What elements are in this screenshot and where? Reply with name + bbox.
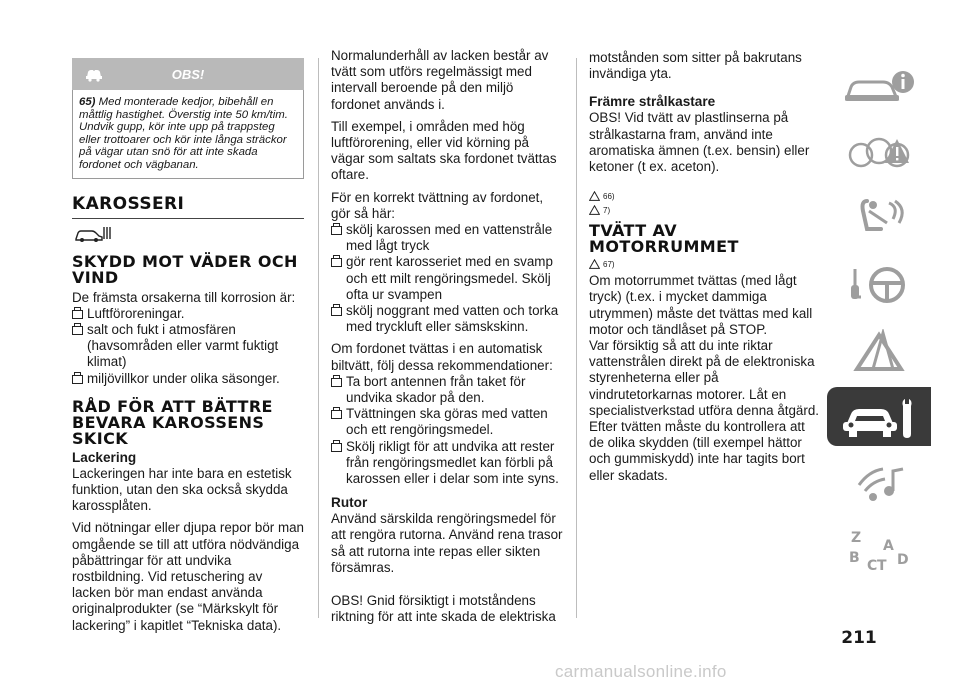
heading-karosseri: KAROSSERI (72, 193, 185, 214)
subheading-rutor: Rutor (331, 495, 368, 511)
paragraph: Använd särskilda rengöringsmedel för att rengöra rutorna. Använd rena trasor så att rutorna inte repas eller sikten försämras. (331, 511, 563, 575)
paragraph: Om motorrummet tvättas (med lågt tryck) (t.ex. i mycket dammiga utrymmen) måste det tvättas med kall motor och tändlåset på STOP. (589, 273, 813, 337)
column-1 (72, 58, 304, 634)
paragraph: Till exempel, i områden med hög luftförorening, eller vid körning på vägar som saltats ska fordonet tvättas oftare. (331, 118, 557, 183)
list-item: skölj karossen med en vattenstråle med lågt tryck (331, 222, 564, 254)
music-nav-icon (839, 461, 919, 505)
alphabet-index-icon (839, 526, 919, 572)
washing-car-icon (72, 225, 304, 248)
paragraph: Normalunderhåll av lacken består av tvätt som utförs regelmässigt med intervall beroende på den miljö fordonet används i. (331, 48, 549, 112)
dashboard-warning-icon (839, 133, 919, 173)
warning-triangle-icon (589, 191, 600, 201)
tab-driving[interactable] (827, 255, 931, 314)
paragraph: OBS! Vid tvätt av plastlinserna på strålkastarna fram, använd inte aromatiska ämnen (t.ex. bensin) eller ketoner (t ex. aceton). (589, 110, 810, 175)
watermark-text: carmanualsonline.info (555, 662, 727, 681)
subheading-front-lights: Främre strålkastare (589, 94, 716, 110)
list-item: miljövillkor under olika säsonger. (72, 371, 304, 387)
index-letter: Z (851, 529, 862, 546)
bullet-icon (72, 375, 83, 384)
car-info-icon (839, 67, 919, 107)
bullet-icon (331, 226, 342, 235)
steering-key-icon (839, 263, 919, 307)
bullet-icon (331, 378, 342, 387)
heading-rad: RÅD FÖR ATT BÄTTRE BEVARA KAROSSENS SKICK (72, 396, 273, 448)
column-2 (331, 48, 564, 626)
car-warning-icon (84, 66, 104, 85)
warning-body (72, 90, 304, 179)
list-item: Skölj rikligt för att undvika att rester från rengöringsmedlet kan förbli på karossen eller i delar som inte syns. (331, 439, 564, 488)
column-divider-2 (576, 58, 577, 618)
subheading-lackering: Lackering (72, 449, 137, 465)
bullet-icon (331, 258, 342, 267)
heading-underline (72, 218, 304, 219)
heading-skydd: SKYDD MOT VÄDER OCH VIND (72, 251, 298, 287)
tab-safety[interactable] (827, 189, 931, 248)
index-letter: A (883, 537, 894, 554)
note-icon (589, 205, 600, 215)
column-3 (589, 50, 821, 484)
index-letter: T (877, 557, 887, 572)
bullet-icon (331, 443, 342, 452)
warning-ref: 65) (79, 96, 96, 108)
corrosion-intro: De främsta orsakerna till korrosion är: (72, 289, 296, 305)
list-item: gör rent karosseriet med en svamp och ett milt rengöringsmedel. Skölj ofta ur svampen (331, 254, 564, 303)
bullet-icon (331, 410, 342, 419)
paragraph: Lackeringen har inte bara en estetisk funktion, utan den ska också skydda karossplåten. (72, 465, 292, 514)
list-item: Ta bort antennen från taket för undvika skador på den. (331, 374, 564, 406)
tab-index[interactable] (827, 519, 931, 578)
car-wrench-icon (837, 394, 921, 440)
road-warning-icon (839, 329, 919, 373)
tab-maintenance[interactable] (827, 387, 931, 446)
index-letter: B (849, 549, 860, 566)
bullet-icon (72, 310, 83, 319)
index-letter: D (897, 551, 909, 568)
paragraph: Vid nötningar eller djupa repor bör man omgående se till att utföra nödvändiga påbättringar för att undvika rostbildning. Vid retuschering av lacken bör man endast använda originalprodukter (se “Märkskylt för lackering” i kapitlet “Tekniska data). (72, 520, 305, 633)
list-item: salt och fukt i atmosfären (havsområden eller varmt fuktigt klimat) (72, 322, 304, 371)
airbag-seat-icon (839, 197, 919, 241)
index-letter: C (867, 557, 878, 572)
paragraph: motstånden som sitter på bakrutans invändiga yta. (589, 50, 802, 82)
bullet-icon (331, 307, 342, 316)
paragraph: Om fordonet tvättas i en automatisk biltvätt, följ dessa rekommendationer: (331, 341, 553, 373)
note-ref-7: 7) (589, 203, 821, 217)
warning-title: OBS! (171, 66, 205, 82)
paragraph: Var försiktig så att du inte riktar vattenstrålen direkt på de elektroniska styrenheterna eller på vindrutetorkarnas motorer. Låt en specialistverkstad utföra denna åtgärd. Efter tvätten måste du kontrollera att de olika skydden (till exempel hättor och gummiskydd) inte har tagits bort eller skadats. (589, 338, 820, 483)
paragraph: OBS! Gnid försiktigt i motståndens riktning för att inte skada de elektriska (331, 593, 556, 625)
tab-multimedia[interactable] (827, 453, 931, 512)
warning-triangle-icon (589, 259, 600, 269)
list-item: Luftföroreningar. (72, 306, 304, 322)
column-divider-1 (318, 58, 319, 618)
list-item: Tvättningen ska göras med vatten och ett rengöringsmedel. (331, 406, 564, 438)
tab-emergency[interactable] (827, 321, 931, 380)
list-item: skölj noggrant med vatten och torka med tryckluft eller sämskskinn. (331, 303, 564, 335)
warning-header (72, 58, 304, 90)
warning-text: Med monterade kedjor, bibehåll en måttlig hastighet. Överstig inte 50 km/tim. Undvik gupp, kör inte upp på trappsteg eller trottoarer och kör inte långa sträckor på vägar utan snö för att inte skada fordonet och vägbanan. (79, 96, 288, 171)
page-number: 211 (841, 628, 877, 648)
heading-tvatt-motor: TVÄTT AV MOTORRUMMET (589, 221, 739, 257)
tab-car-info[interactable] (827, 57, 931, 116)
warning-ref-67: 67) (589, 257, 821, 271)
warning-ref-66: 66) (589, 189, 821, 203)
tab-dashboard[interactable] (827, 123, 931, 182)
bullet-icon (72, 326, 83, 335)
paragraph: För en korrekt tvättning av fordonet, gör så här: (331, 189, 544, 221)
chapter-sidebar (827, 57, 931, 585)
